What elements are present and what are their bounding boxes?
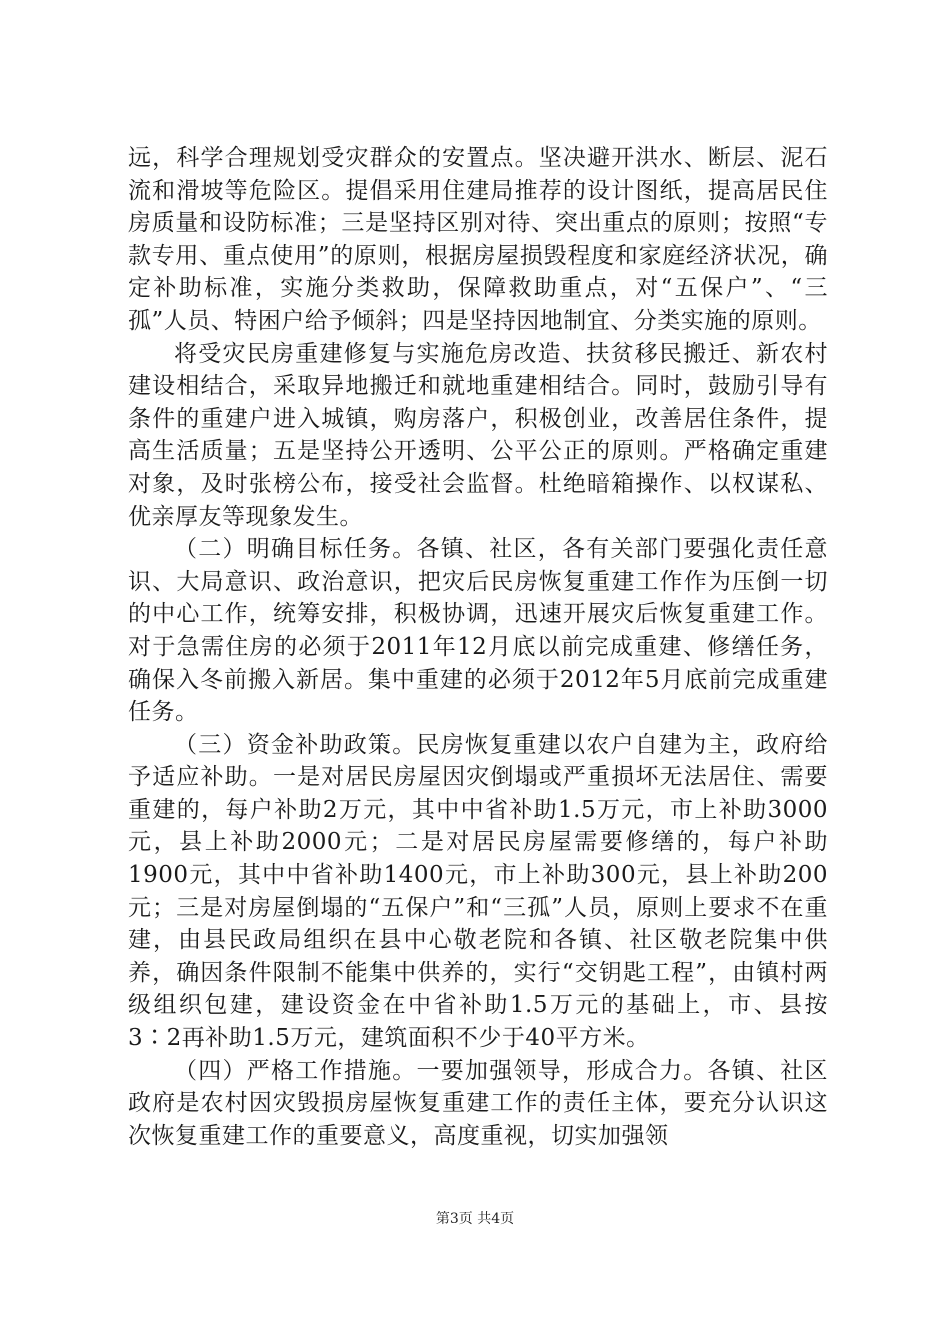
paragraph-1: 远，科学合理规划受灾群众的安置点。坚决避开洪水、断层、泥石流和滑坡等危险区。提倡采用住建局推荐的设计图纸，提高居民住房质量和设防标准；三是坚持区别对待、突出重点的原则；按照“专款专用、重点使用”的原则，根据房屋损毁程度和家庭经济状况，确定补助标准，实施分类救助，保障救助重点，对“五保户”、“三孤”人员、特困户给予倾斜；四是坚持因地制宜、分类实施的原则。: [128, 145, 828, 334]
paragraph-5: （四）严格工作措施。一要加强领导，形成合力。各镇、社区政府是农村因灾毁损房屋恢复重建工作的责任主体，要充分认识这次恢复重建工作的重要意义，高度重视，切实加强领: [128, 1057, 828, 1149]
paragraph-4: （三）资金补助政策。民房恢复重建以农户自建为主，政府给予适应补助。一是对居民房屋因灾倒塌或严重损坏无法居住、需要重建的，每户补助2万元，其中中省补助1.5万元，市上补助3000元，县上补助2000元；二是对居民房屋需要修缮的，每户补助1900元，其中中省补助1400元，市上补助300元，县上补助200元；三是对房屋倒塌的“五保户”和“三孤”人员，原则上要求不在重建，由县民政局组织在县中心敬老院和各镇、社区敬老院集中供养，确因条件限制不能集中供养的，实行“交钥匙工程”，由镇村两级组织包建，建设资金在中省补助1.5万元的基础上，市、县按3∶2再补助1.5万元，建筑面积不少于40平方米。: [128, 731, 828, 1052]
paragraph-3: （二）明确目标任务。各镇、社区，各有关部门要强化责任意识、大局意识、政治意识，把灾后民房恢复重建工作作为压倒一切的中心工作，统筹安排，积极协调，迅速开展灾后恢复重建工作。对于急需住房的必须于2011年12月底以前完成重建、修缮任务，确保入冬前搬入新居。集中重建的必须于2012年5月底前完成重建任务。: [128, 536, 828, 726]
document-body: [128, 142, 828, 1152]
paragraph-2: 将受灾民房重建修复与实施危房改造、扶贫移民搬迁、新农村建设相结合，采取异地搬迁和就地重建相结合。同时，鼓励引导有条件的重建户进入城镇，购房落户，积极创业，改善居住条件，提高生活质量；五是坚持公开透明、公平公正的原则。严格确定重建对象，及时张榜公布，接受社会监督。杜绝暗箱操作、以权谋私、优亲厚友等现象发生。: [128, 340, 828, 530]
page-footer: 第3页 共4页: [435, 1211, 515, 1227]
